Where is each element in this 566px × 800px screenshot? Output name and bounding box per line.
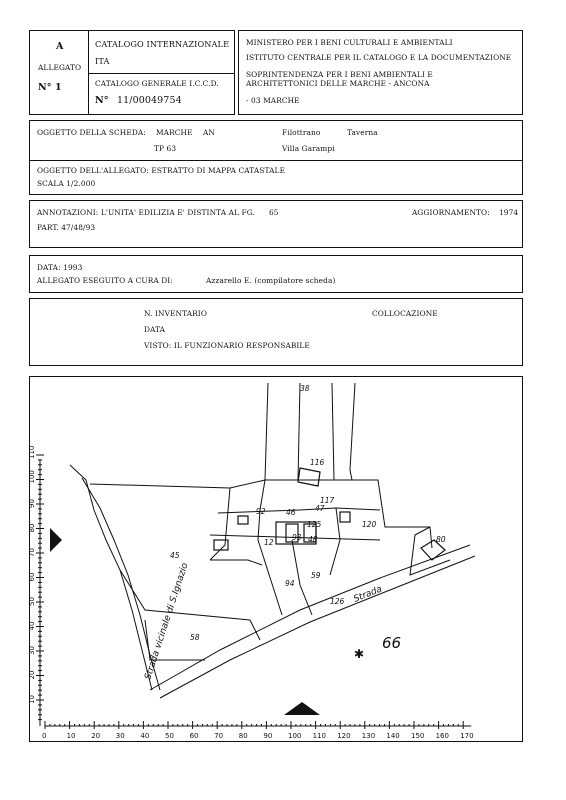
y-scale-label: 20 xyxy=(28,670,36,680)
svg-text:80: 80 xyxy=(436,535,446,544)
oggetto-scheda-label: OGGETTO DELLA SCHEDA: xyxy=(37,128,146,137)
x-scale-label: 50 xyxy=(165,732,174,740)
svg-text:120: 120 xyxy=(362,520,377,529)
svg-text:45: 45 xyxy=(170,551,180,560)
inventario-data-label: DATA xyxy=(144,325,166,334)
catalogo-generale: CATALOGO GENERALE I.C.C.D. xyxy=(95,79,219,88)
sheet-number-label: 66 xyxy=(382,634,402,652)
allegato-eseguito-label: ALLEGATO ESEGUITO A CURA DI: xyxy=(37,276,173,285)
road-bottom-label: Strada xyxy=(352,584,384,605)
ministero-title: MINISTERO PER I BENI CULTURALI E AMBIENTALI xyxy=(246,38,453,47)
road-left-label: Strada vicinale di S.Ignazio xyxy=(143,561,191,681)
annotazioni-text: ANNOTAZIONI: L'UNITA' EDILIZIA E' DISTINTA AL FG. xyxy=(37,208,255,217)
numero-catalogo: 11/00049754 xyxy=(117,95,182,106)
data-value: DATA: 1993 xyxy=(37,263,83,272)
svg-text:94: 94 xyxy=(285,579,295,588)
svg-text:47: 47 xyxy=(315,504,325,513)
svg-text:48: 48 xyxy=(308,535,318,544)
oggetto-provincia: AN xyxy=(203,128,216,137)
numero-prefix: N° xyxy=(95,95,109,106)
x-scale-label: 170 xyxy=(460,732,474,740)
catalogo-internazionale: CATALOGO INTERNAZIONALE xyxy=(95,39,230,49)
oggetto-regione: MARCHE xyxy=(156,128,193,137)
allegato-label: ALLEGATO xyxy=(38,63,82,72)
sheet-marker-icon: ✱ xyxy=(354,647,365,661)
y-scale-label: 70 xyxy=(28,548,36,557)
ita-code: ITA xyxy=(95,56,110,66)
svg-text:93: 93 xyxy=(292,533,302,542)
x-scale-label: 100 xyxy=(288,732,302,740)
x-scale-label: 120 xyxy=(337,732,351,740)
y-scale-label: 100 xyxy=(28,470,36,484)
annotazioni-foglio: 65 xyxy=(269,208,279,217)
soprintendenza-line1: SOPRINTENDENZA PER I BENI AMBIENTALI E xyxy=(246,70,433,79)
particelle: PART. 47/48/93 xyxy=(37,223,96,232)
y-scale-label: 40 xyxy=(28,621,36,631)
svg-text:58: 58 xyxy=(190,633,200,642)
y-scale-label: 90 xyxy=(28,499,36,508)
x-scale-label: 140 xyxy=(386,732,400,740)
svg-text:126: 126 xyxy=(330,597,345,606)
visto-label: VISTO: IL FUNZIONARIO RESPONSABILE xyxy=(144,341,310,350)
x-scale-label: 90 xyxy=(263,732,273,740)
svg-text:38: 38 xyxy=(300,384,310,393)
x-scale-label: 160 xyxy=(435,732,449,740)
oggetto-comune: Filottrano xyxy=(282,128,321,137)
collocazione-label: COLLOCAZIONE xyxy=(372,309,438,318)
y-scale-label: 60 xyxy=(28,572,36,582)
soprintendenza-line2: ARCHITETTONICI DELLE MARCHE - ANCONA xyxy=(246,79,430,88)
inventario-box xyxy=(29,298,523,366)
allegato-number: N° 1 xyxy=(38,82,62,93)
oggetto-denominazione: Villa Garampi xyxy=(282,144,335,153)
oggetto-localita: Taverna xyxy=(347,128,378,137)
y-scale-label: 10 xyxy=(28,695,36,704)
y-scale-label: 80 xyxy=(28,523,36,533)
oggetto-divider xyxy=(29,160,523,161)
svg-text:46: 46 xyxy=(286,508,296,517)
map-frame xyxy=(29,376,523,742)
x-scale-label: 40 xyxy=(140,732,150,740)
scala-label: SCALA 1/2.000 xyxy=(37,179,96,188)
compilatore: Azzarello E. (compilatore scheda) xyxy=(206,276,336,285)
y-scale-label: 110 xyxy=(28,445,36,459)
oggetto-allegato-label: OGGETTO DELL'ALLEGATO: ESTRATTO DI MAPPA CATASTALE xyxy=(37,166,286,175)
svg-text:59: 59 xyxy=(311,571,321,580)
x-scale-label: 150 xyxy=(411,732,425,740)
y-scale-label: 30 xyxy=(28,646,36,655)
aggiornamento-label: AGGIORNAMENTO: xyxy=(412,208,490,217)
x-scale-label: 10 xyxy=(66,732,76,740)
svg-text:92: 92 xyxy=(256,507,266,516)
x-scale-label: 80 xyxy=(238,732,248,740)
svg-text:116: 116 xyxy=(310,458,325,467)
x-scale-label: 0 xyxy=(42,732,47,740)
aggiornamento-value: 1974 xyxy=(499,208,519,217)
marche-code: - 03 MARCHE xyxy=(246,96,300,105)
x-scale-label: 70 xyxy=(214,732,224,740)
svg-text:125: 125 xyxy=(307,520,322,529)
catalog-divider xyxy=(88,73,235,74)
x-scale-label: 130 xyxy=(361,732,376,740)
oggetto-tp: TP 63 xyxy=(154,144,177,153)
x-scale-label: 30 xyxy=(115,732,125,740)
x-scale-label: 60 xyxy=(189,732,199,740)
data-box xyxy=(29,255,523,293)
svg-text:12: 12 xyxy=(264,538,274,547)
x-scale-label: 110 xyxy=(312,732,326,740)
x-scale-label: 20 xyxy=(91,732,101,740)
n-inventario-label: N. INVENTARIO xyxy=(144,309,207,318)
allegato-letter: A xyxy=(56,41,64,52)
istituto-title: ISTITUTO CENTRALE PER IL CATALOGO E LA DOCUMENTAZIONE xyxy=(246,53,512,62)
y-scale-label: 50 xyxy=(28,597,36,606)
svg-text:117: 117 xyxy=(320,496,335,505)
